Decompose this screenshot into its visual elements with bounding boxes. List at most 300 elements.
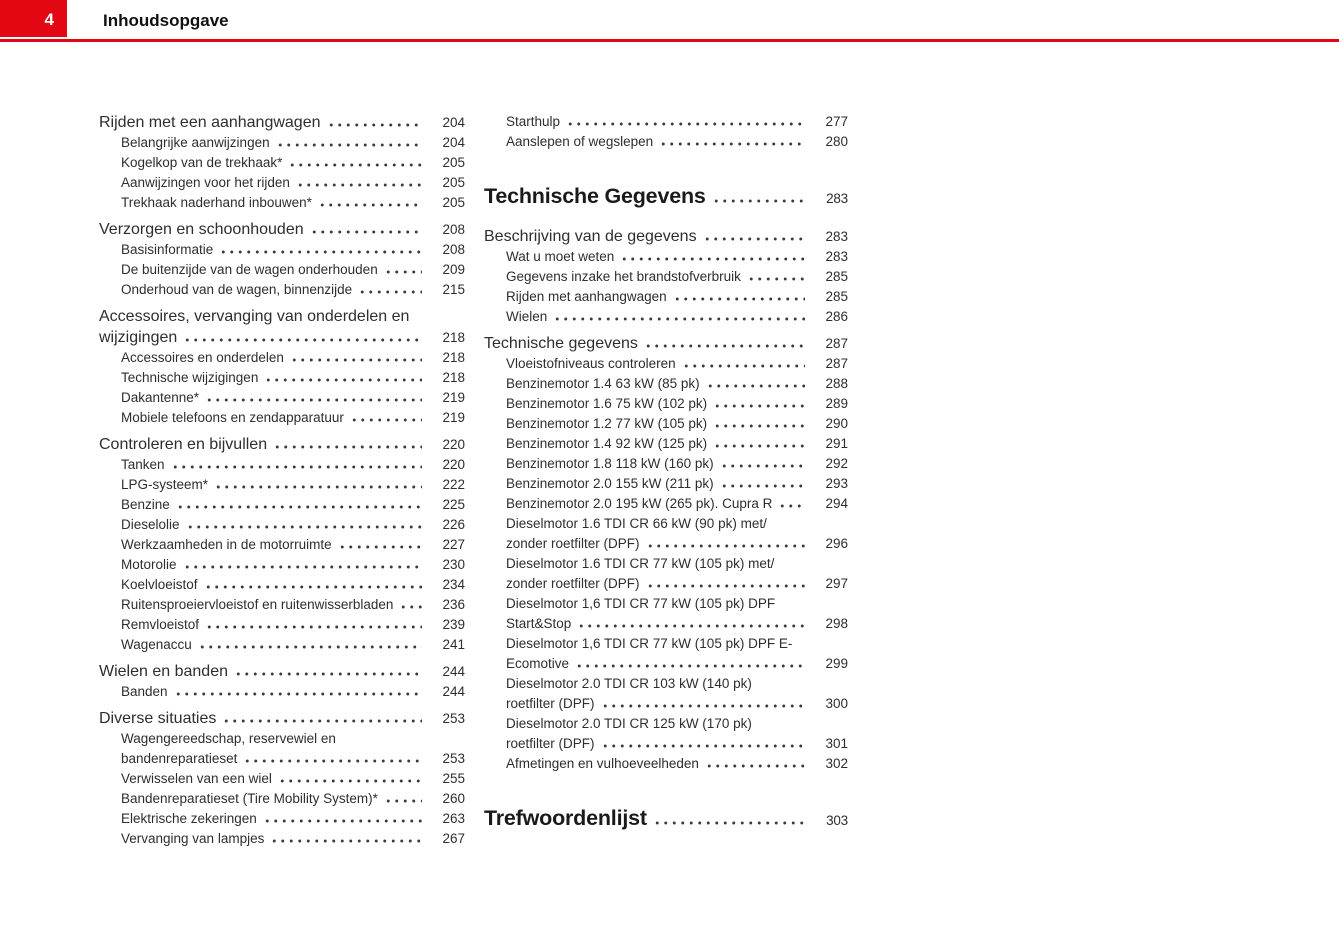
toc-entry-row bbox=[506, 247, 848, 267]
toc-entry-row bbox=[121, 635, 465, 655]
toc-entry-row bbox=[506, 414, 848, 434]
dot-leader bbox=[327, 123, 423, 127]
toc-entry-label: LPG-systeem* bbox=[121, 477, 209, 492]
dot-leader bbox=[176, 505, 422, 509]
toc-entry-page-number: 280 bbox=[825, 134, 848, 149]
toc-entry-page-number: 301 bbox=[825, 736, 848, 751]
toc-entry-page-number: 263 bbox=[442, 811, 465, 826]
toc-entry-label-line1: Dieselmotor 1.6 TDI CR 77 kW (105 pk) met/ bbox=[506, 556, 775, 571]
toc-entry-page-number: 299 bbox=[825, 656, 848, 671]
toc-entry bbox=[484, 474, 848, 494]
toc-entry-row bbox=[484, 333, 848, 354]
toc-entry-row bbox=[121, 193, 465, 213]
toc-entry bbox=[484, 333, 848, 354]
toc-entry-row bbox=[506, 112, 848, 132]
dot-leader bbox=[646, 584, 805, 588]
toc-entry-page-number: 219 bbox=[442, 390, 465, 405]
dot-leader bbox=[399, 605, 422, 609]
toc-entry-row bbox=[506, 694, 848, 714]
dot-leader bbox=[659, 142, 805, 146]
toc-entry-row bbox=[506, 267, 848, 287]
toc-entry-row bbox=[121, 280, 465, 300]
toc-entry-label: Benzinemotor 1.2 77 kW (105 pk) bbox=[506, 416, 708, 431]
toc-entry-row bbox=[121, 682, 465, 702]
toc-entry-row bbox=[506, 374, 848, 394]
toc-entry-label: roetfilter (DPF) bbox=[506, 696, 595, 711]
toc-entry-label: De buitenzijde van de wagen onderhouden bbox=[121, 262, 378, 277]
toc-entry-label: Beschrijving van de gegevens bbox=[484, 228, 697, 245]
toc-entry-page-number: 208 bbox=[442, 222, 465, 237]
toc-entry-row bbox=[99, 708, 465, 729]
toc-entry-page-number: 294 bbox=[825, 496, 848, 511]
toc-entry-label: Belangrijke aanwijzingen bbox=[121, 135, 270, 150]
dot-leader bbox=[703, 237, 805, 241]
toc-entry-label: bandenreparatieset bbox=[121, 751, 238, 766]
toc-entry bbox=[484, 454, 848, 474]
toc-entry-label: Benzinemotor 1.6 75 kW (102 pk) bbox=[506, 396, 708, 411]
dot-leader bbox=[553, 317, 805, 321]
toc-entry-page-number: 297 bbox=[825, 576, 848, 591]
toc-entry-label: Onderhoud van de wagen, binnenzijde bbox=[121, 282, 353, 297]
toc-entry bbox=[99, 173, 465, 193]
toc-entry bbox=[484, 514, 848, 554]
toc-entry bbox=[484, 267, 848, 287]
toc-entry bbox=[99, 306, 465, 348]
dot-leader bbox=[263, 819, 422, 823]
toc-entry-label: Gegevens inzake het brandstofverbruik bbox=[506, 269, 741, 284]
toc-column-right bbox=[484, 112, 848, 848]
toc-entry-row bbox=[121, 388, 465, 408]
dot-leader bbox=[183, 565, 422, 569]
toc-entry-row bbox=[121, 348, 465, 368]
toc-entry-row bbox=[121, 575, 465, 595]
dot-leader bbox=[264, 378, 422, 382]
toc-entry-label: Koelvloeistof bbox=[121, 577, 198, 592]
toc-entry-label-line1: Wagengereedschap, reservewiel en bbox=[121, 731, 336, 746]
toc-entry bbox=[484, 805, 848, 834]
toc-entry-page-number: 267 bbox=[442, 831, 465, 846]
toc-entry-page-number: 293 bbox=[825, 476, 848, 491]
toc-entry bbox=[484, 307, 848, 327]
toc-entry-page-number: 298 bbox=[825, 616, 848, 631]
dot-leader bbox=[290, 358, 422, 362]
toc-entry-page-number: 253 bbox=[442, 751, 465, 766]
toc-entry-label: Elektrische zekeringen bbox=[121, 811, 257, 826]
toc-entry-label-line1: Dieselmotor 2.0 TDI CR 125 kW (170 pk) bbox=[506, 716, 752, 731]
dot-leader bbox=[566, 122, 805, 126]
toc-entry-page-number: 303 bbox=[826, 813, 848, 828]
dot-leader bbox=[778, 504, 805, 508]
toc-entry-label: Tanken bbox=[121, 457, 165, 472]
toc-entry bbox=[99, 575, 465, 595]
toc-entry-page-number: 209 bbox=[442, 262, 465, 277]
toc-entry bbox=[99, 515, 465, 535]
toc-entry-label: Technische gegevens bbox=[484, 335, 638, 352]
toc-entry-label: zonder roetfilter (DPF) bbox=[506, 576, 640, 591]
dot-leader bbox=[186, 525, 422, 529]
toc-entry bbox=[99, 809, 465, 829]
toc-entry bbox=[484, 754, 848, 774]
toc-entry-label-line1: Dieselmotor 2.0 TDI CR 103 kW (140 pk) bbox=[506, 676, 752, 691]
toc-entry-page-number: 227 bbox=[442, 537, 465, 552]
toc-entry-page-number: 290 bbox=[825, 416, 848, 431]
toc-entry bbox=[99, 535, 465, 555]
toc-entry-label: Verzorgen en schoonhouden bbox=[99, 221, 304, 238]
toc-entry-row bbox=[506, 287, 848, 307]
toc-entry bbox=[99, 434, 465, 455]
toc-entry-row bbox=[121, 595, 465, 615]
toc-entry-label: Dakantenne* bbox=[121, 390, 200, 405]
dot-leader bbox=[712, 199, 805, 203]
dot-leader bbox=[358, 290, 422, 294]
toc-entry-page-number: 300 bbox=[825, 696, 848, 711]
toc-entry-label: Verwisselen van een wiel bbox=[121, 771, 272, 786]
dot-leader bbox=[646, 544, 805, 548]
toc-entry-label: wijzigingen bbox=[99, 329, 178, 346]
dot-leader bbox=[682, 364, 805, 368]
toc-entry-label-line1: Accessoires, vervanging van onderdelen en bbox=[99, 308, 410, 325]
toc-entry-row bbox=[99, 661, 465, 682]
toc-entry-row bbox=[121, 789, 465, 809]
toc-entry-row bbox=[121, 749, 465, 769]
toc-entry-label: Afmetingen en vulhoeveelheden bbox=[506, 756, 699, 771]
toc-entry bbox=[484, 183, 848, 212]
toc-entry-row bbox=[506, 494, 848, 514]
toc-entry bbox=[99, 348, 465, 368]
dot-leader bbox=[653, 821, 805, 825]
toc-entry-page-number: 205 bbox=[442, 155, 465, 170]
toc-entry bbox=[99, 240, 465, 260]
toc-entry-label: Basisinformatie bbox=[121, 242, 214, 257]
toc-entry bbox=[99, 219, 465, 240]
toc-entry-row bbox=[99, 434, 465, 455]
toc-entry-label: Mobiele telefoons en zendapparatuur bbox=[121, 410, 344, 425]
toc-entry-page-number: 296 bbox=[825, 536, 848, 551]
toc-entry-page-number: 208 bbox=[442, 242, 465, 257]
toc-entry-page-number: 219 bbox=[442, 410, 465, 425]
toc-entry-page-number: 244 bbox=[442, 664, 465, 679]
toc-entry-row bbox=[121, 408, 465, 428]
toc-entry-label: Trefwoordenlijst bbox=[484, 806, 647, 830]
dot-leader bbox=[234, 672, 422, 676]
toc-entry-page-number: 260 bbox=[442, 791, 465, 806]
toc-entry-page-number: 244 bbox=[442, 684, 465, 699]
toc-entry-row bbox=[99, 327, 465, 348]
toc-entry-row bbox=[121, 769, 465, 789]
toc-entry bbox=[99, 280, 465, 300]
toc-entry-row bbox=[121, 475, 465, 495]
toc-entry-row bbox=[121, 455, 465, 475]
toc-entry-row bbox=[506, 474, 848, 494]
toc-entry-label: Aanslepen of wegslepen bbox=[506, 134, 654, 149]
toc-entry-label: Technische Gegevens bbox=[484, 184, 706, 208]
dot-leader bbox=[384, 799, 422, 803]
toc-entry bbox=[99, 475, 465, 495]
toc-entry-page-number: 225 bbox=[442, 497, 465, 512]
toc-entry-row bbox=[121, 153, 465, 173]
dot-leader bbox=[338, 545, 422, 549]
toc-entry bbox=[99, 133, 465, 153]
page-title: Inhoudsopgave bbox=[103, 11, 229, 30]
dot-leader bbox=[601, 704, 805, 708]
toc-entry bbox=[99, 708, 465, 729]
toc-entry-label: Starthulp bbox=[506, 114, 561, 129]
toc-entry-page-number: 287 bbox=[825, 336, 848, 351]
toc-entry-page-number: 205 bbox=[442, 195, 465, 210]
toc-entry-label: Benzinemotor 1.4 92 kW (125 pk) bbox=[506, 436, 708, 451]
toc-entry bbox=[484, 494, 848, 514]
toc-entry-label: Benzinemotor 1.4 63 kW (85 pk) bbox=[506, 376, 700, 391]
dot-leader bbox=[204, 585, 422, 589]
toc-entry-row bbox=[484, 183, 848, 212]
toc-entry bbox=[484, 226, 848, 247]
toc-entry-row bbox=[506, 754, 848, 774]
toc-entry-label: Wat u moet weten bbox=[506, 249, 615, 264]
toc-entry-row bbox=[121, 260, 465, 280]
toc-entry-label: Technische wijzigingen bbox=[121, 370, 259, 385]
toc-entry-label-line1: Dieselmotor 1,6 TDI CR 77 kW (105 pk) DPF E- bbox=[506, 636, 793, 651]
dot-leader bbox=[183, 338, 422, 342]
toc-entry bbox=[484, 674, 848, 714]
toc-entry-label-line1: Dieselmotor 1,6 TDI CR 77 kW (105 pk) DPF bbox=[506, 596, 776, 611]
toc-entry-row bbox=[506, 654, 848, 674]
toc-entry-page-number: 286 bbox=[825, 309, 848, 324]
header-page-number: 4 bbox=[44, 10, 54, 29]
toc-entry-page-number: 283 bbox=[825, 249, 848, 264]
toc-entry-row bbox=[506, 734, 848, 754]
toc-entry-page-number: 234 bbox=[442, 577, 465, 592]
toc-entry bbox=[99, 388, 465, 408]
toc-entry-row bbox=[506, 454, 848, 474]
toc-entry-row bbox=[484, 226, 848, 247]
toc-entry-label: Start&Stop bbox=[506, 616, 572, 631]
toc-entry-row bbox=[121, 555, 465, 575]
dot-leader bbox=[644, 344, 805, 348]
toc-entry-page-number: 302 bbox=[825, 756, 848, 771]
dot-leader bbox=[713, 404, 805, 408]
chapter-page-number-box bbox=[0, 0, 67, 37]
toc-entry-label: Benzinemotor 1.8 118 kW (160 pk) bbox=[506, 456, 714, 471]
dot-leader bbox=[577, 624, 805, 628]
toc-entry bbox=[484, 434, 848, 454]
toc-entry bbox=[484, 247, 848, 267]
toc-entry-label: Ruitensproeiervloeistof en ruitenwisserbladen bbox=[121, 597, 394, 612]
dot-leader bbox=[575, 664, 805, 668]
toc-entry-page-number: 204 bbox=[442, 135, 465, 150]
toc-entry-label: Wielen en banden bbox=[99, 663, 228, 680]
toc-entry bbox=[99, 455, 465, 475]
toc-entry-label: zonder roetfilter (DPF) bbox=[506, 536, 640, 551]
dot-leader bbox=[384, 270, 422, 274]
toc-entry-page-number: 215 bbox=[442, 282, 465, 297]
toc-entry bbox=[484, 594, 848, 634]
toc-entry bbox=[99, 153, 465, 173]
toc-entry-label: Benzinemotor 2.0 195 kW (265 pk). Cupra R bbox=[506, 496, 773, 511]
toc-entry-row bbox=[121, 240, 465, 260]
dot-leader bbox=[318, 203, 422, 207]
dot-leader bbox=[174, 692, 422, 696]
toc-entry bbox=[99, 682, 465, 702]
toc-entry-row bbox=[121, 495, 465, 515]
dot-leader bbox=[720, 484, 805, 488]
toc-entry-label: Wielen bbox=[506, 309, 548, 324]
toc-entry-label: Kogelkop van de trekhaak* bbox=[121, 155, 283, 170]
dot-leader bbox=[243, 759, 422, 763]
toc-entry-row bbox=[121, 368, 465, 388]
toc-entry bbox=[99, 408, 465, 428]
toc-entry bbox=[99, 635, 465, 655]
toc-entry bbox=[99, 729, 465, 769]
toc-entry-row bbox=[506, 614, 848, 634]
toc-entry bbox=[484, 374, 848, 394]
dot-leader bbox=[620, 257, 805, 261]
dot-leader bbox=[198, 645, 422, 649]
toc-entry-label: Accessoires en onderdelen bbox=[121, 350, 284, 365]
dot-leader bbox=[219, 250, 422, 254]
toc-entry bbox=[484, 132, 848, 152]
toc-entry-row bbox=[99, 112, 465, 133]
toc-entry bbox=[99, 555, 465, 575]
toc-entry-page-number: 289 bbox=[825, 396, 848, 411]
toc-entry bbox=[484, 414, 848, 434]
dot-leader bbox=[350, 418, 422, 422]
toc-entry bbox=[484, 354, 848, 374]
toc-entry-page-number: 283 bbox=[825, 229, 848, 244]
toc-entry-page-number: 291 bbox=[825, 436, 848, 451]
toc-entry-row bbox=[484, 805, 848, 834]
toc-entry-page-number: 220 bbox=[442, 457, 465, 472]
toc-column-left bbox=[99, 112, 465, 849]
toc-entry-row bbox=[99, 219, 465, 240]
toc-entry-page-number: 241 bbox=[442, 637, 465, 652]
dot-leader bbox=[720, 464, 805, 468]
toc-entry-label-line1: Dieselmotor 1.6 TDI CR 66 kW (90 pk) met/ bbox=[506, 516, 767, 531]
dot-leader bbox=[171, 465, 422, 469]
toc-entry-page-number: 285 bbox=[825, 269, 848, 284]
toc-entry-row bbox=[121, 515, 465, 535]
dot-leader bbox=[270, 839, 422, 843]
toc-entry-label: Vervanging van lampjes bbox=[121, 831, 265, 846]
toc-entry-page-number: 204 bbox=[442, 115, 465, 130]
toc-entry-label: Vloeistofniveaus controleren bbox=[506, 356, 676, 371]
dot-leader bbox=[705, 764, 805, 768]
toc-entry bbox=[99, 769, 465, 789]
dot-leader bbox=[288, 163, 422, 167]
toc-entry-page-number: 253 bbox=[442, 711, 465, 726]
toc-entry bbox=[99, 789, 465, 809]
toc-entry bbox=[99, 829, 465, 849]
toc-entry-label: Benzine bbox=[121, 497, 170, 512]
toc-entry-page-number: 287 bbox=[825, 356, 848, 371]
toc-entry-label: Trekhaak naderhand inbouwen* bbox=[121, 195, 312, 210]
dot-leader bbox=[601, 744, 805, 748]
dot-leader bbox=[205, 398, 422, 402]
toc-entry bbox=[99, 368, 465, 388]
toc-entry-label: Rijden met een aanhangwagen bbox=[99, 114, 321, 131]
toc-entry-page-number: 285 bbox=[825, 289, 848, 304]
toc-entry-label: Bandenreparatieset (Tire Mobility System)* bbox=[121, 791, 378, 806]
toc-entry-label: Motorolie bbox=[121, 557, 177, 572]
dot-leader bbox=[278, 779, 422, 783]
toc-entry-page-number: 218 bbox=[442, 330, 465, 345]
toc-entry bbox=[99, 495, 465, 515]
toc-entry-row bbox=[506, 434, 848, 454]
toc-entry-label: Remvloeistof bbox=[121, 617, 200, 632]
toc-entry bbox=[99, 193, 465, 213]
toc-entry-row bbox=[121, 133, 465, 153]
toc-entry-page-number: 226 bbox=[442, 517, 465, 532]
toc-entry bbox=[99, 595, 465, 615]
toc-entry-label: Diverse situaties bbox=[99, 710, 217, 727]
dot-leader bbox=[713, 424, 805, 428]
toc-entry-label: Banden bbox=[121, 684, 168, 699]
dot-leader bbox=[296, 183, 422, 187]
toc-entry-label: Wagenaccu bbox=[121, 637, 192, 652]
header-divider-rule bbox=[0, 39, 1339, 42]
toc-entry-label: Benzinemotor 2.0 155 kW (211 pk) bbox=[506, 476, 714, 491]
toc-entry-row bbox=[506, 354, 848, 374]
toc-entry bbox=[99, 260, 465, 280]
toc-entry-page-number: 236 bbox=[442, 597, 465, 612]
toc-entry bbox=[99, 661, 465, 682]
dot-leader bbox=[747, 277, 805, 281]
toc-entry bbox=[484, 714, 848, 754]
dot-leader bbox=[713, 444, 805, 448]
toc-entry-row bbox=[121, 535, 465, 555]
toc-entry bbox=[99, 615, 465, 635]
toc-entry-page-number: 239 bbox=[442, 617, 465, 632]
toc-entry bbox=[484, 112, 848, 132]
toc-entry-row bbox=[121, 809, 465, 829]
toc-entry-page-number: 218 bbox=[442, 350, 465, 365]
toc-entry-label: Rijden met aanhangwagen bbox=[506, 289, 667, 304]
toc-entry-row bbox=[506, 394, 848, 414]
toc-entry bbox=[484, 634, 848, 674]
toc-entry bbox=[99, 112, 465, 133]
toc-entry bbox=[484, 394, 848, 414]
toc-entry-page-number: 277 bbox=[825, 114, 848, 129]
dot-leader bbox=[673, 297, 805, 301]
toc-entry-page-number: 283 bbox=[826, 191, 848, 206]
toc-entry-row bbox=[121, 615, 465, 635]
toc-entry-row bbox=[121, 829, 465, 849]
toc-entry-label: Aanwijzingen voor het rijden bbox=[121, 175, 290, 190]
toc-entry-page-number: 288 bbox=[825, 376, 848, 391]
toc-entry-page-number: 205 bbox=[442, 175, 465, 190]
toc-entry-label: Dieselolie bbox=[121, 517, 180, 532]
toc-entry-label: roetfilter (DPF) bbox=[506, 736, 595, 751]
dot-leader bbox=[273, 445, 422, 449]
toc-entry-row bbox=[506, 574, 848, 594]
toc-entry-row bbox=[506, 307, 848, 327]
toc-entry-page-number: 220 bbox=[442, 437, 465, 452]
dot-leader bbox=[706, 384, 805, 388]
toc-entry bbox=[484, 554, 848, 594]
toc-entry-page-number: 222 bbox=[442, 477, 465, 492]
dot-leader bbox=[205, 625, 422, 629]
dot-leader bbox=[222, 719, 422, 723]
toc-entry bbox=[484, 287, 848, 307]
toc-entry-row bbox=[506, 534, 848, 554]
toc-entry-page-number: 218 bbox=[442, 370, 465, 385]
dot-leader bbox=[276, 143, 422, 147]
dot-leader bbox=[310, 230, 422, 234]
toc-entry-label: Ecomotive bbox=[506, 656, 570, 671]
toc-entry-row bbox=[121, 173, 465, 193]
toc-entry-label: Werkzaamheden in de motorruimte bbox=[121, 537, 332, 552]
toc-entry-page-number: 230 bbox=[442, 557, 465, 572]
toc-entry-label: Controleren en bijvullen bbox=[99, 436, 268, 453]
